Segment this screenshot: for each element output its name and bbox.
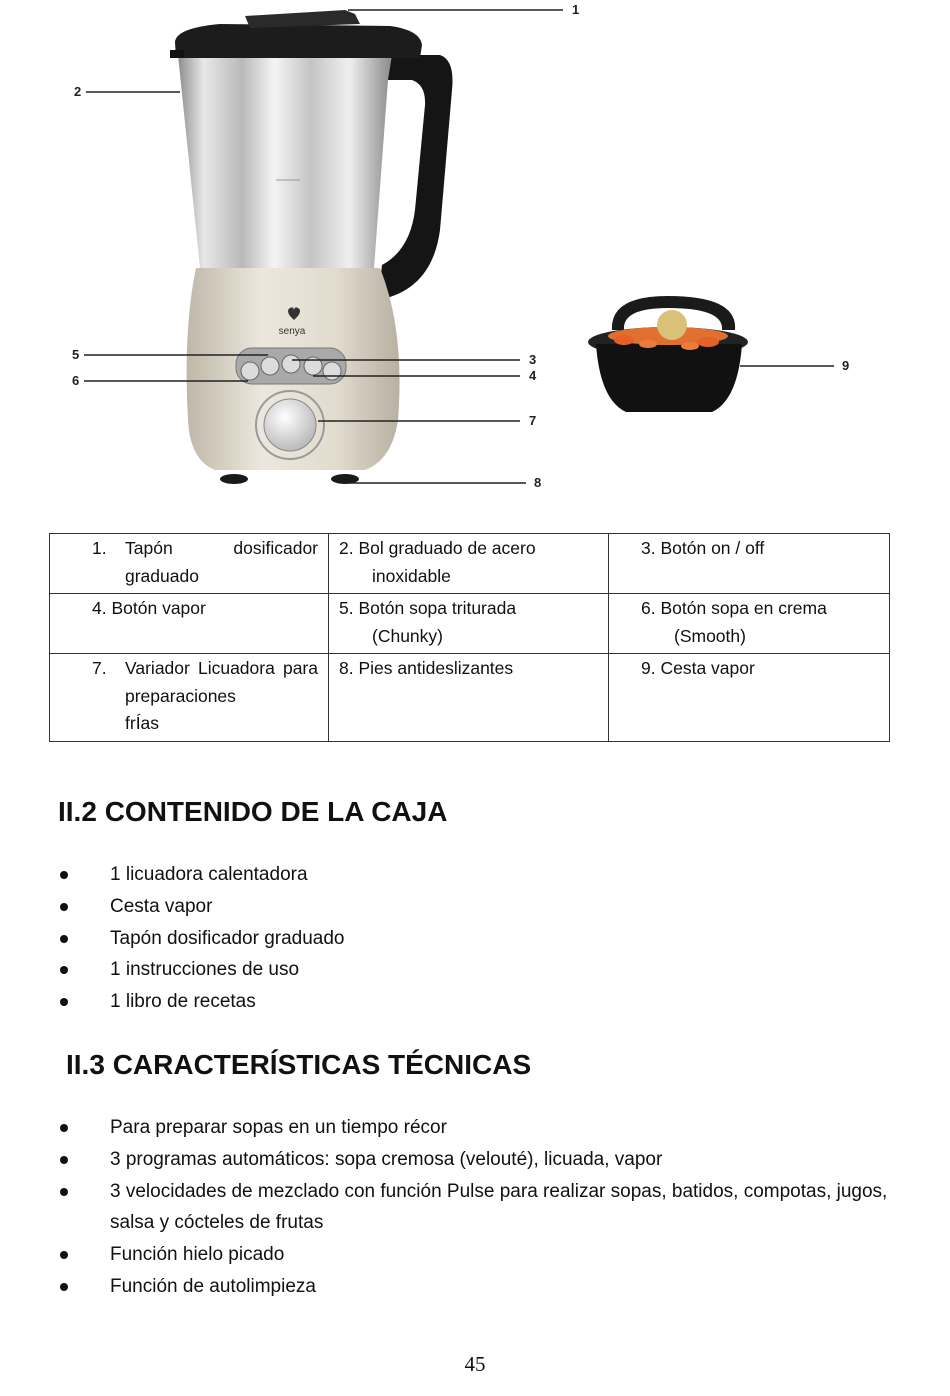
part-label-continuation: (Smooth) <box>674 625 746 646</box>
list-item: 1 libro de recetas <box>58 986 910 1018</box>
bullet-icon <box>60 1188 68 1196</box>
part-item <box>619 595 879 650</box>
bullet-icon <box>60 903 68 911</box>
part-item <box>619 655 879 683</box>
part-item <box>339 595 598 650</box>
list-item: 1 instrucciones de uso <box>58 954 910 986</box>
list-item: Cesta vapor <box>58 891 910 923</box>
part-item <box>60 595 318 623</box>
chunky-button <box>261 357 279 375</box>
callout-1 <box>348 2 579 17</box>
part-number: 9. <box>641 658 656 678</box>
bullet-icon <box>60 998 68 1006</box>
list-item: 3 programas automáticos: sopa cremosa (velouté), licuada, vapor <box>58 1144 910 1176</box>
list-item: 3 velocidades de mezclado con función Pulse para realizar sopas, batidos, compotas, jugos, salsa y cócteles de frutas <box>58 1176 910 1240</box>
bullet-icon <box>60 1283 68 1291</box>
potato <box>657 310 687 340</box>
svg-text:senya: senya <box>278 326 306 337</box>
svg-text:8: 8 <box>534 475 542 490</box>
part-label: Bol graduado de acero <box>358 538 536 558</box>
basket-body <box>596 344 742 412</box>
svg-text:3: 3 <box>529 352 537 367</box>
list-item: Función hielo picado <box>58 1239 910 1271</box>
part-number: 4. <box>92 598 107 618</box>
anti-slip-foot <box>220 474 248 484</box>
table-row <box>50 654 890 742</box>
part-item <box>339 535 598 590</box>
box-contents-list <box>58 859 910 1018</box>
svg-text:5: 5 <box>72 347 80 362</box>
table-row <box>50 534 890 594</box>
part-label: Botón sopa en crema <box>660 598 827 618</box>
part-number: 5. <box>339 598 354 618</box>
part-number: 2. <box>339 538 354 558</box>
bullet-icon <box>60 1251 68 1259</box>
part-label-continuation: (Chunky) <box>372 625 443 646</box>
list-item: 1 licuadora calentadora <box>58 859 910 891</box>
speed-knob <box>264 399 316 451</box>
bullet-icon <box>60 1156 68 1164</box>
part-number: 1. <box>92 538 107 558</box>
power-button <box>282 355 300 373</box>
section-heading-box-contents: II.2 CONTENIDO DE LA CAJA <box>58 796 448 827</box>
part-label: Botón vapor <box>111 598 206 618</box>
blender-lid <box>175 24 422 58</box>
table-cell <box>329 534 609 594</box>
part-number: 6. <box>641 598 656 618</box>
smooth-button <box>241 362 259 380</box>
table-cell <box>609 654 890 742</box>
svg-text:7: 7 <box>529 413 537 428</box>
part-item <box>339 655 598 683</box>
svg-text:9: 9 <box>842 358 850 373</box>
part-item <box>619 535 879 563</box>
part-number: 3. <box>641 538 656 558</box>
measuring-cap <box>245 10 360 28</box>
list-item: Tapón dosificador graduado <box>58 923 910 955</box>
callout-8 <box>345 475 541 490</box>
part-number: 7. <box>92 658 107 678</box>
table-row <box>50 594 890 654</box>
table-cell <box>329 594 609 654</box>
page-number: 45 <box>464 1352 486 1376</box>
part-label-continuation: inoxidable <box>372 565 451 586</box>
svg-text:2: 2 <box>74 84 82 99</box>
part-label: Botón on / off <box>660 538 765 558</box>
table-cell <box>609 594 890 654</box>
part-label: Variador Licuadora para preparaciones frÍas <box>125 658 318 733</box>
stainless-jug <box>178 55 392 268</box>
svg-text:1: 1 <box>572 2 580 17</box>
list-item: Función de autolimpieza <box>58 1271 910 1303</box>
technical-specs-list <box>58 1112 910 1303</box>
svg-text:6: 6 <box>72 373 80 388</box>
table-cell <box>50 654 329 742</box>
bullet-icon <box>60 1124 68 1132</box>
svg-text:4: 4 <box>529 368 537 383</box>
table-cell <box>50 594 329 654</box>
table-cell <box>609 534 890 594</box>
part-label: Cesta vapor <box>660 658 755 678</box>
blender-illustration <box>170 10 453 484</box>
callout-2 <box>74 84 180 99</box>
table-cell <box>50 534 329 594</box>
bullet-icon <box>60 966 68 974</box>
part-label: Pies antideslizantes <box>358 658 514 678</box>
section-heading-technical-specs: II.3 CARACTERÍSTICAS TÉCNICAS <box>66 1049 532 1080</box>
bullet-icon <box>60 871 68 879</box>
parts-table <box>49 533 890 742</box>
table-cell <box>329 654 609 742</box>
part-label: Botón sopa triturada <box>358 598 517 618</box>
callout-9 <box>740 358 849 373</box>
part-item <box>60 655 318 738</box>
part-label: Tapón dosificador graduado <box>125 538 318 586</box>
part-number: 8. <box>339 658 354 678</box>
part-item <box>60 535 318 590</box>
product-figure <box>0 0 950 510</box>
bullet-icon <box>60 935 68 943</box>
list-item: Para preparar sopas en un tiempo récor <box>58 1112 910 1144</box>
steam-basket-illustration <box>588 296 748 412</box>
